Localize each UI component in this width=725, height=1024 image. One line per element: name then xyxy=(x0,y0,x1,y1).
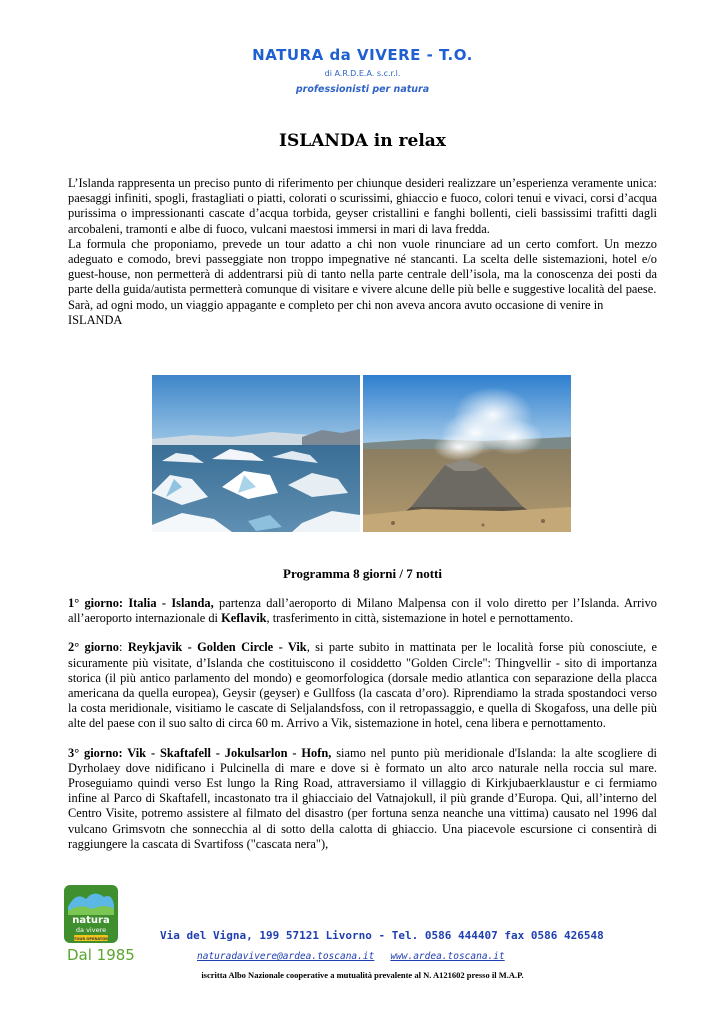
logo-text-natura: natura xyxy=(72,915,110,926)
itinerary-day-2 xyxy=(68,640,657,731)
company-subtitle: di A.R.D.E.A. s.c.r.l. xyxy=(324,69,401,78)
intro-paragraph-3: Sarà, ad ogni modo, un viaggio appagante e completo per chi non aveva ancora avuto occasione di venire in ISLANDA xyxy=(68,297,604,327)
itinerary-day-1 xyxy=(68,596,657,626)
logo-text-da-vivere: da vivere xyxy=(75,926,107,934)
footer-registration: iscritta Albo Nazionale cooperative a mutualità prevalente al N. A121602 presso il M.A.P. xyxy=(201,970,524,980)
glacier-lagoon-photo xyxy=(152,375,360,532)
company-name: NATURA da VIVERE - T.O. xyxy=(252,46,473,64)
day-2-heading-a: 2° giorno xyxy=(68,640,119,655)
itinerary-day-3 xyxy=(68,746,657,852)
day-1-text-a: partenza dall’aeroporto di Milano Malpensa con il volo diretto per l’Islanda. Arrivo all’aeroporto internazionale di xyxy=(68,596,658,626)
intro-paragraph-1: L’Islanda rappresenta un preciso punto di riferimento per chiunque desideri realizzare un’esperienza veramente unica: paesaggi infiniti, spogli, frastagliati o piatti, colorati o scurissimi, ghiaccio e fuoco, colori tenui e vivaci, corsi d’acqua purissima o impressionanti cascate d’acqua torbida, geyser cristallini e fanghi bollenti, cieli bassissimi trafitti dagli arcobaleni, tramonti e albe di fuoco, vulcani maestosi immersi in mari di lava fredda. xyxy=(68,176,657,236)
program-title: Programma 8 giorni / 7 notti xyxy=(283,566,442,581)
day-3-heading: 3° giorno: Vik - Skaftafell - Jokulsarlon - Hofn, xyxy=(68,745,332,760)
day-1-heading: 1° giorno: Italia - Islanda, xyxy=(68,596,214,610)
footer-website-link[interactable]: www.ardea.toscana.it xyxy=(390,951,505,962)
day-3-text: siamo nel punto più meridionale d'Islanda: la alte scogliere di Dyrholaey dove nidificano i Pulcinella di mare e dove si è formato un alto arco naturale nella roccia sul mare. Proseguiamo quindi verso Est lungo la Ring Road, attraversiamo il villaggio di Kirkjubaerklaustur e ci fermiamo infine al Parco di Skaftafell, incastonato tra il ghiacciaio del Vatnajokull, il più grande d’Europa. Qui, all’interno del Centro Visite, potremo assistere al filmato del disastro (per fortuna senza neanche una vittima) causato nel 1996 dal vulcano Grimsvotn che sonnecchia al di sotto della calotta di ghiaccio. Una piacevole escursione ci consentirà di raggiungere la cascata di Svartifoss ("cascata nera"), xyxy=(68,745,657,851)
footer-contacts xyxy=(197,951,505,962)
photo-strip xyxy=(152,375,572,532)
day-2-text: , si parte subito in mattinata per le località forse più conosciute, e sicuramente più visitate, d’Islanda che costituiscono il cosiddetto "Golden Circle": Thingvellir - sito di importanza storica (il più antico parlamento del mondo) e geomorfologica (dorsale medio atlantica con separazione della placca americana da quella europea), Geysir (geyser) e Gullfoss (la cascata d’oro). Riprendiamo la strada spostandoci verso la costa meridionale, visitiamo le cascate di Seljalandsfoss, con il retropassaggio, e quella di Skogafoss, una delle più alte del paese con il suo salto di circa 60 m. Arrivo a Vik, sistemazione in hotel, cena libera e pernottamento. xyxy=(68,640,657,731)
footer-address: Via del Vigna, 199 57121 Livorno - Tel. 0586 444407 fax 0586 426548 xyxy=(160,929,604,942)
day-1-keflavik: Keflavik xyxy=(221,611,267,626)
intro-paragraph-2: La formula che proponiamo, prevede un tour adatto a chi non vuole rinunciare ad un certo comfort. Un mezzo adeguato e comodo, brevi passeggiate non troppo impegnative né stancanti. La scelta delle sistemazioni, hotel e/o guest-house, non permetterà di addentrarsi più di tanto nella parte centrale dell’isola, ma la conoscenza dei posti da parte della guida/autista permetterà comunque di visitare e vivere alcune delle più belle e suggestive località del paese. xyxy=(68,236,657,297)
itinerary-section xyxy=(68,596,657,866)
founded-year: Dal 1985 xyxy=(67,946,135,964)
natura-da-vivere-logo xyxy=(64,885,118,943)
intro-section xyxy=(68,176,657,328)
day-2-colon: : xyxy=(118,640,128,655)
footer-email-link[interactable]: naturadavivere@ardea.toscana.it xyxy=(197,951,375,962)
day-2-heading-b: Reykjavik - Golden Circle - Vik xyxy=(127,640,307,655)
company-tagline: professionisti per natura xyxy=(295,84,430,95)
logo-text-tour-operator: TOUR OPERATOR xyxy=(73,937,109,941)
geyser-photo xyxy=(363,375,571,532)
day-1-text-b: , trasferimento in città, sistemazione in hotel e pernottamento. xyxy=(266,611,574,626)
document-title: ISLANDA in relax xyxy=(279,131,446,151)
